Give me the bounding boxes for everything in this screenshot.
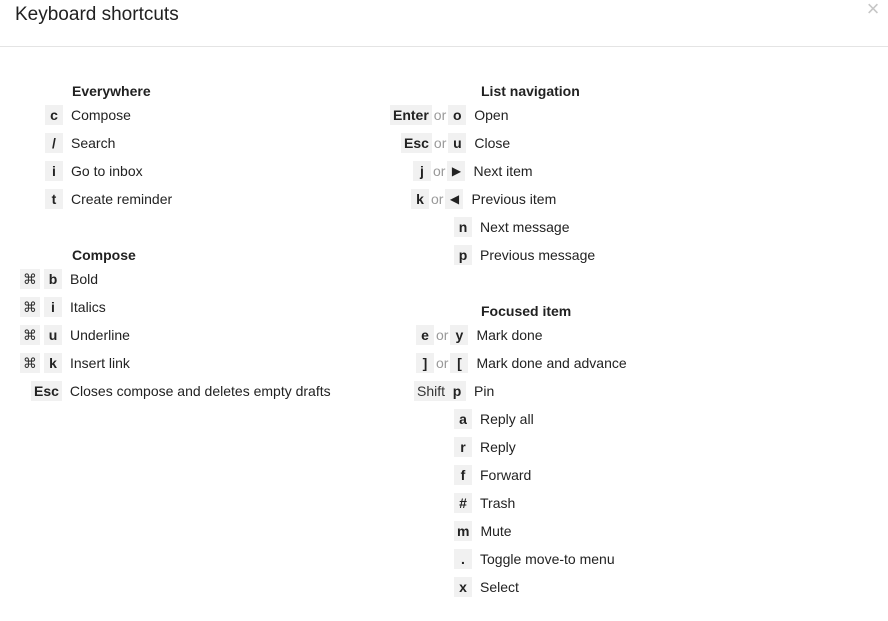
shortcut-label: Reply all (480, 411, 534, 427)
shortcut-row (411, 189, 556, 209)
shortcut-label: Forward (480, 467, 532, 483)
key-cap: k (411, 189, 429, 209)
key-cap: a (454, 409, 472, 429)
shortcut-label: Trash (480, 495, 516, 511)
arrow-right-icon: ▶ (447, 161, 465, 181)
shortcut-label: Closes compose and deletes empty drafts (69, 383, 331, 399)
key-cap: k (44, 353, 62, 373)
section-title-list-navigation: List navigation (481, 83, 580, 99)
shortcut-label: Go to inbox (71, 163, 143, 179)
shortcut-row (31, 381, 331, 401)
shortcut-label: Compose (71, 107, 131, 123)
or-separator: or (433, 107, 447, 123)
command-key-icon: ⌘ (20, 325, 40, 345)
shortcut-row (454, 493, 515, 513)
or-separator: or (433, 135, 447, 151)
shortcut-label: Insert link (70, 355, 130, 371)
shortcut-label: Next message (480, 219, 570, 235)
shortcut-row (454, 465, 531, 485)
section-title-compose: Compose (72, 247, 136, 263)
key-cap: j (413, 161, 431, 181)
shortcut-row (45, 189, 172, 209)
or-separator: or (431, 191, 444, 207)
or-separator: or (436, 327, 449, 343)
shortcut-row (45, 105, 131, 125)
key-cap: b (44, 269, 62, 289)
shortcut-row (401, 133, 510, 153)
shortcut-label: Pin (474, 383, 495, 399)
key-cap: Esc (401, 133, 432, 153)
shortcut-row (413, 161, 533, 181)
key-cap: u (44, 325, 62, 345)
key-cap: r (454, 437, 472, 457)
key-cap: t (45, 189, 63, 209)
dialog-header (0, 0, 888, 47)
key-cap: i (44, 297, 62, 317)
shortcut-row (454, 245, 595, 265)
shortcut-label: Next item (473, 163, 533, 179)
key-cap: u (448, 133, 466, 153)
shortcut-label: Mute (480, 523, 512, 539)
command-key-icon: ⌘ (20, 353, 40, 373)
shortcut-label: Previous message (480, 247, 596, 263)
shortcut-row (390, 105, 509, 125)
key-cap: i (45, 161, 63, 181)
key-cap: . (454, 549, 472, 569)
key-cap: m (454, 521, 472, 541)
key-cap: x (454, 577, 472, 597)
or-separator: or (433, 163, 446, 179)
key-cap: [ (450, 353, 468, 373)
shortcut-row (416, 325, 543, 345)
shortcut-label: Create reminder (71, 191, 173, 207)
section-title-focused-item: Focused item (481, 303, 572, 319)
key-cap: Esc (31, 381, 62, 401)
shortcut-label: Underline (70, 327, 130, 343)
key-cap: / (45, 133, 63, 153)
shortcut-row (454, 577, 519, 597)
shortcut-row (454, 217, 569, 237)
shortcut-row (454, 549, 615, 569)
shortcut-label: Toggle move-to menu (480, 551, 615, 567)
or-separator: or (436, 355, 449, 371)
key-cap: Enter (390, 105, 432, 125)
section-title-everywhere: Everywhere (72, 83, 151, 99)
close-icon[interactable]: × (866, 0, 880, 21)
key-cap: y (450, 325, 468, 345)
shortcut-label: Mark done and advance (476, 355, 627, 371)
key-cap: # (454, 493, 472, 513)
key-cap: p (454, 245, 472, 265)
shortcut-row (45, 161, 143, 181)
shortcut-row (20, 325, 130, 345)
shortcut-row (454, 437, 516, 457)
shortcut-label: Previous item (471, 191, 557, 207)
shortcut-label: Italics (70, 299, 106, 315)
arrow-left-icon: ◀ (445, 189, 463, 209)
shortcut-row (20, 353, 130, 373)
shortcut-label: Bold (70, 271, 99, 287)
shift-key: Shift (414, 381, 448, 401)
shortcut-row (20, 297, 106, 317)
shortcut-row (416, 353, 627, 373)
shortcut-label: Reply (480, 439, 516, 455)
key-cap: f (454, 465, 472, 485)
dialog-title: Keyboard shortcuts (15, 4, 179, 25)
command-key-icon: ⌘ (20, 297, 40, 317)
shortcut-row (454, 409, 534, 429)
shortcut-row (20, 269, 98, 289)
shortcut-label: Search (71, 135, 116, 151)
key-cap: p (448, 381, 466, 401)
shortcut-row (454, 521, 512, 541)
shortcut-label: Mark done (476, 327, 543, 343)
shortcut-label: Open (474, 107, 509, 123)
shortcut-row (45, 133, 115, 153)
key-cap: c (45, 105, 63, 125)
shortcut-label: Select (480, 579, 519, 595)
key-cap: ] (416, 353, 434, 373)
shortcut-row (414, 381, 494, 401)
command-key-icon: ⌘ (20, 269, 40, 289)
key-cap: o (448, 105, 466, 125)
shortcut-label: Close (474, 135, 511, 151)
key-cap: n (454, 217, 472, 237)
key-cap: e (416, 325, 434, 345)
